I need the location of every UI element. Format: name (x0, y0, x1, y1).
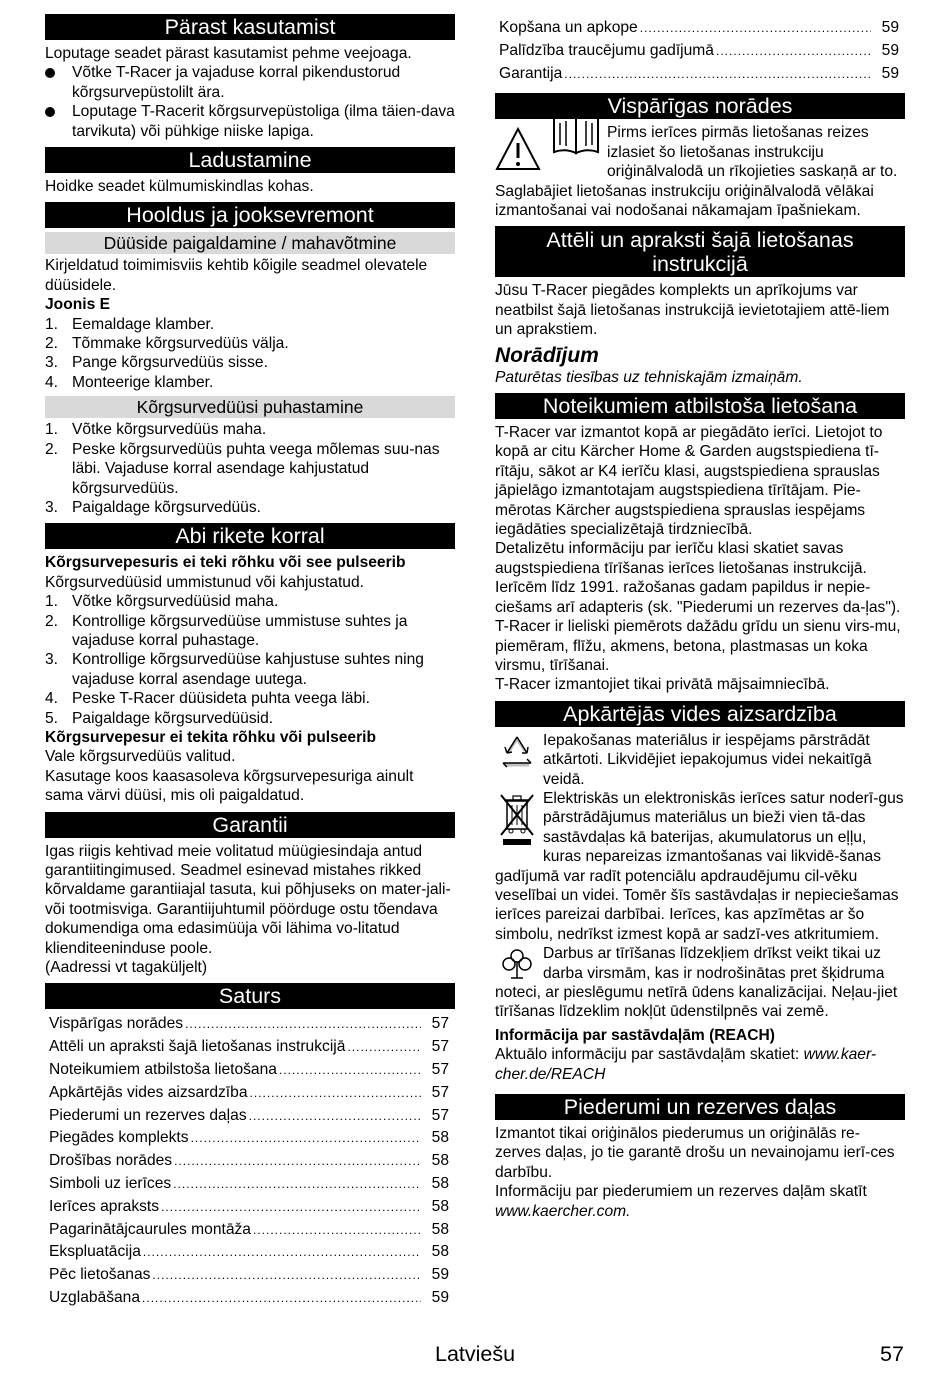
toc-entry[interactable]: Attēli un apraksti šajā lietošanas instrukcijā ..... 57 (45, 1036, 455, 1059)
storage-text: Hoidke seadet külmumiskindlas kohas. (45, 178, 314, 196)
figure-ref: Joonis E (45, 296, 110, 314)
crossed-bin-icon (497, 791, 537, 849)
images-text: Jūsu T-Racer piegādes komplekts un aprīkojums var neatbilst šajā lietošanas instrukcijā ievietotajiem attē-liem un aprakstiem. (495, 282, 890, 339)
reach-paragraph: Aktuālo informāciju par sastāvdaļām skatiet: www.kaer-cher.de/REACH (495, 1046, 877, 1083)
fault-2: Kõrgsurvepesur ei tekita rõhku või pulseerib (45, 728, 377, 746)
note-text: Paturētas tiesības uz tehniskajām izmaiņām. (495, 368, 803, 386)
toc-entry[interactable]: Vispārīgas norādes ..... 57 (45, 1013, 455, 1036)
fault-1: Kõrgsurvepesuris ei teki rõhku või see pulseerib (45, 554, 406, 572)
toc-entry[interactable]: Kopšana un apkope ..... 59 (495, 17, 905, 40)
list-item: 2. Kontrollige kõrgsurvedüüse ummistuse suhtes ja vajaduse korral puhastage. (45, 612, 408, 649)
reach-heading: Informācija par sastāvdaļām (REACH) (495, 1026, 775, 1044)
environment-p3: Darbus ar tīrīšanas līdzekļiem drīkst veikt tikai uz darba virsmām, kas ir nodrošinātas pret šķidruma noteci, ar pieslēgumu netīrā ūdens kanalizācijai. Neļau-jiet tīrīšanas līdzeklim nokļūt ūdenstilpnēs vai zemē. (495, 945, 898, 1021)
list-item: 3. Kontrollige kõrgsurvedüüse kahjustuse suhtes ning vajaduse korral asendage uutega. (45, 651, 424, 688)
toc-entry[interactable]: Garantija ..... 59 (495, 63, 905, 86)
page-number: 57 (880, 1342, 904, 1366)
recycling-icon (497, 733, 537, 773)
warranty-address: (Aadressi vt tagaküljelt) (45, 959, 208, 977)
table-of-contents-continued (495, 17, 905, 85)
heading-maintenance: Hooldus ja jooksevremont (45, 202, 455, 228)
accessories-link[interactable]: www.kaercher.com. (495, 1202, 631, 1220)
maintenance-intro: Kirjeldatud toimimisviis kehtib kõigile seadmel olevatele düüsidele. (45, 257, 428, 294)
intended-use-p3: T-Racer ir lieliski piemērots dažādu grīdu un sienu virs-mu, piemēram, flīžu, akmens, betona, plastmasas un koka virsmu, tīrīšanai. (495, 618, 901, 674)
toc-entry[interactable]: Piegādes komplekts ..... 58 (45, 1127, 455, 1150)
toc-entry[interactable]: Apkārtējās vides aizsardzība ..... 57 (45, 1082, 455, 1105)
intended-use-p2: Detalizētu informāciju par ierīču klasi skatiet savas augstspiediena tīrīšanas ierīces lietošanas instrukcijā. Ierīcēm līdz 1991. ražošanas gadam papildus ir nepie-ciešams arī adapteris (sk. "Piederumi un rezerves da-ļas"). (495, 540, 901, 616)
toc-entry[interactable]: Ekspluatācija ..... 58 (45, 1241, 455, 1264)
cause-2: Vale kõrgsurvedüüs valitud. (45, 748, 236, 766)
heading-storage: Ladustamine (45, 147, 455, 173)
weee-block (495, 789, 905, 944)
heading-intended-use: Noteikumiem atbilstoša lietošana (495, 393, 905, 419)
toc-entry[interactable]: Palīdzība traucējumu gadījumā ..... 59 (495, 40, 905, 63)
right-column (495, 17, 905, 1221)
toc-entry[interactable]: Ierīces apraksts ..... 58 (45, 1196, 455, 1219)
list-item: Loputage T-Racerit kõrgsurvepüstoliga (ilma täien-dava tarvikuta) või pühkige niiske lapiga. (45, 102, 455, 141)
accessories-p1: Izmantot tikai oriģinālos piederumus un oriģinālās re-zerves daļas, jo tie garantē drošu un nevainojamu ierī-ces darbību. (495, 1125, 895, 1181)
environment-p2: Elektriskās un elektroniskās ierīces satur noderī-gus pārstrādājumus materiālus un bieži vien tā-das sastāvdaļas kā baterijas, akumulatorus un eļļu, kuras nepareizas izmantošanas vai likvidē-šanas gadījumā var radīt potenciālu apdraudējumu cil-vēku veselībai un videi. Tomēr šīs sastāvdaļas ir nepieciešamas ierīces pareizai darbībai. Ierīces, kas apzīmētas ar šo simbolu, nedrīkst izmest kopā ar sadzī-ves atkritumiem. (495, 789, 904, 943)
list-item: 1. Võtke kõrgsurvedüüsid maha. (45, 593, 279, 611)
cleaning-agent-icon (497, 946, 537, 982)
heading-troubleshooting: Abi rikete korral (45, 523, 455, 549)
list-item: 3. Pange kõrgsurvedüüs sisse. (45, 354, 268, 372)
heading-accessories: Piederumi un rezerves daļas (495, 1094, 905, 1120)
recycling-block (495, 731, 905, 789)
list-item: 1. Eemaldage klamber. (45, 315, 215, 333)
cleaning-agent-block (495, 944, 905, 1022)
accessories-p2: Informāciju par piederumiem un rezerves daļām skatīt www.kaercher.com. (495, 1183, 867, 1220)
remedy-2: Kasutage koos kaasasoleva kõrgsurvepesuriga ainult sama värvi düüsi, mis oli paigaldatud. (45, 767, 414, 805)
toc-entry[interactable]: Uzglabāšana ..... 59 (45, 1287, 455, 1310)
subheading-nozzle-cleaning: Kõrgsurvedüüsi puhastamine (45, 396, 455, 418)
list-item: Võtke T-Racer ja vajaduse korral pikendustorud kõrgsurvepüstolilt ära. (45, 63, 455, 102)
after-use-text: Loputage seadet pärast kasutamist pehme veejoaga. (45, 45, 412, 62)
toc-entry[interactable]: Drošības norādes ..... 58 (45, 1150, 455, 1173)
intended-use-p4: T-Racer izmantojiet tikai privātā mājsaimniecībā. (495, 676, 830, 694)
table-of-contents (45, 1013, 455, 1309)
subheading-nozzles: Düüside paigaldamine / mahavõtmine (45, 232, 455, 254)
toc-entry[interactable]: Pēc lietošanas ..... 59 (45, 1264, 455, 1287)
list-item: 2. Tõmmake kõrgsurvedüüs välja. (45, 335, 289, 353)
heading-warranty: Garantii (45, 812, 455, 838)
list-item: 1. Võtke kõrgsurvedüüs maha. (45, 421, 267, 439)
environment-p1: Iepakošanas materiālus ir iespējams pārstrādāt atkārtoti. Likvidējiet iepakojumus videi nekaitīgā veidā. (543, 731, 872, 788)
list-item: 5. Paigaldage kõrgsurvedüüsid. (45, 709, 274, 727)
heading-after-use: Pärast kasutamist (45, 14, 455, 40)
list-item: 3. Paigaldage kõrgsurvedüüs. (45, 498, 261, 516)
footer-language: Latviešu (435, 1342, 516, 1366)
note-heading: Norādījum (495, 343, 599, 367)
list-item: 4. Peske T-Racer düüsideta puhta veega läbi. (45, 690, 370, 708)
intended-use-p1: T-Racer var izmantot kopā ar piegādāto ierīci. Lietojot to kopā ar citu Kärcher Home & Garden augstspiediena tī-rītāju, sākot ar K4 ierīču klasi, augstspiediena sprauslas jāpielāgo izmantotajam augstspiediena tīrītājam. Pie-mērotas Kärcher augstspiediena sprauslas iespējams iegādāties specializētajā tirdzniecībā. (495, 424, 883, 539)
heading-general: Vispārīgas norādes (495, 93, 905, 119)
cause-1: Kõrgsurvedüüsid ummistunud või kahjustatud. (45, 573, 364, 591)
warranty-text: Igas riigis kehtivad meie volitatud müügiesindaja antud garantiitingimused. Seadmel esinevad mistahes rikked kõrvaldame garantiiajal tasuta, kui põhjuseks on mater-jali- või tootmisviga. Garantiijuhtumil pöörduge ostu tõendava dokumendiga oma edasimüüja või lähima vo-litatud klienditeeninduse poole. (45, 842, 451, 957)
toc-entry[interactable]: Piederumi un rezerves daļas ..... 57 (45, 1105, 455, 1128)
toc-entry[interactable]: Noteikumiem atbilstoša lietošana ..... 57 (45, 1059, 455, 1082)
left-column (45, 14, 455, 1310)
manual-book-icon (551, 109, 603, 157)
reach-link[interactable]: www.kaer-cher.de/REACH (495, 1046, 877, 1083)
list-item: 4. Monteerige klamber. (45, 373, 214, 391)
heading-images: Attēli un apraksti šajā lietošanas instrukcijā (495, 226, 905, 277)
general-text: Pirms ierīces pirmās lietošanas reizes izlasiet šo lietošanas instrukciju oriģinālvalodā un rīkojieties saskaņā ar to. Saglabājiet lietošanas instrukciju oriģinālvalodā vēlākai izmantošanai vai nodošanai nākamajam īpašniekam. (495, 124, 898, 220)
heading-environment: Apkārtējās vides aizsardzība (495, 701, 905, 727)
list-item: 2. Peske kõrgsurvedüüs puhta veega mõlemas suu-nas läbi. Vajaduse korral asendage kahjustatud kõrgsurvedüüs. (45, 440, 440, 497)
heading-contents: Saturs (45, 983, 455, 1009)
toc-entry[interactable]: Simboli uz ierīces ..... 58 (45, 1173, 455, 1196)
general-block (495, 123, 905, 220)
toc-entry[interactable]: Pagarinātājcaurules montāža ..... 58 (45, 1219, 455, 1242)
